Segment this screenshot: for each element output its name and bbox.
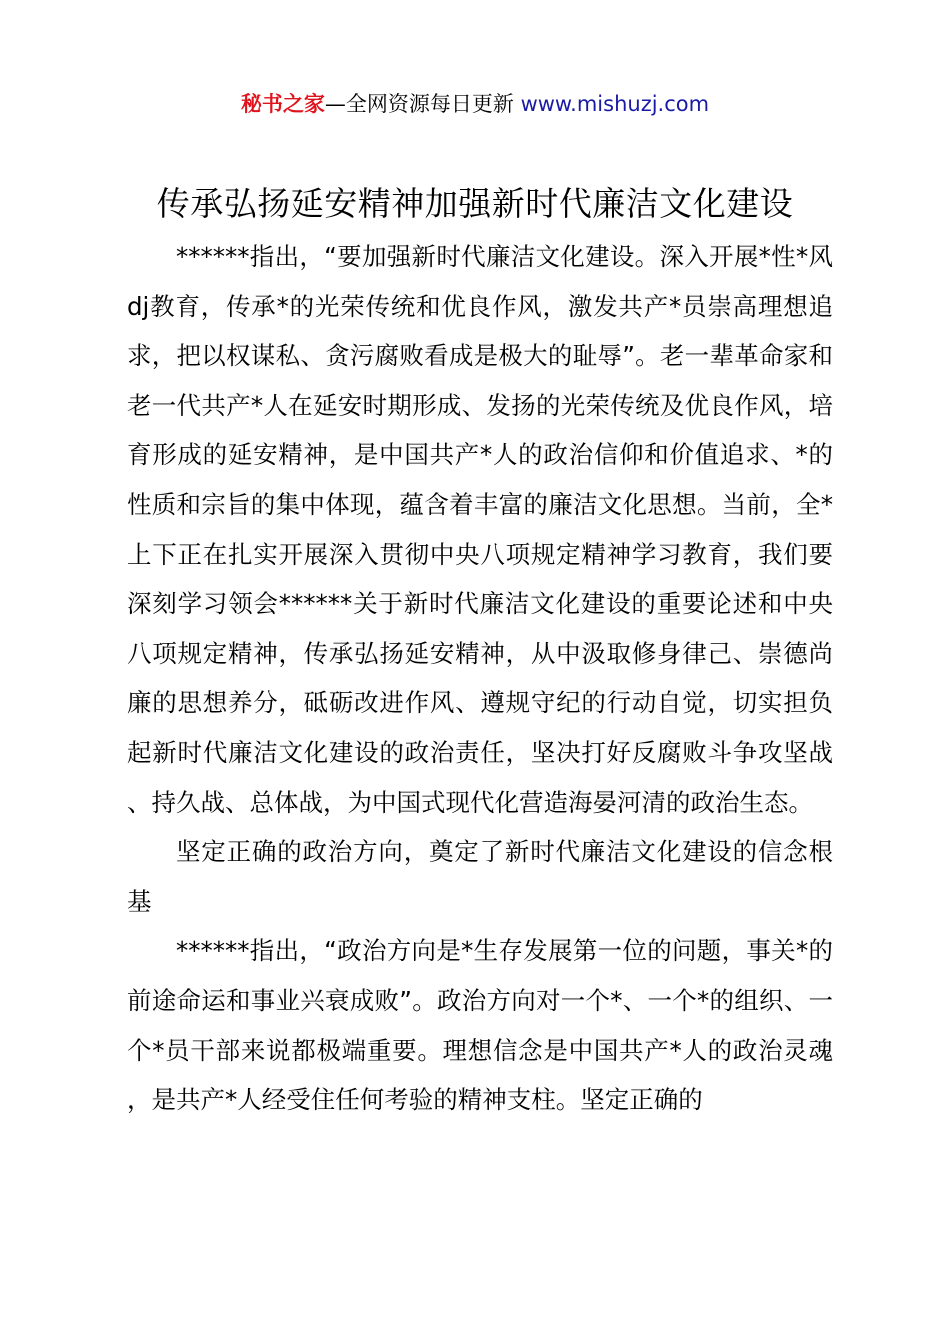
body-paragraph-2: ******指出，“政治方向是*生存发展第一位的问题，事关*的前途命运和事业兴衰成败”。政治方向对一个*、一个*的组织、一个*员干部来说都极端重要。理想信念是中国共产*人的政治灵魂，是共产*人经受住任何考验的精神支柱。坚定正确的: [127, 936, 833, 1115]
section-heading: 坚定正确的政治方向，奠定了新时代廉洁文化建设的信念根基: [127, 837, 833, 916]
page-header: [0, 88, 950, 120]
brand-name: 秘书之家: [240, 92, 325, 116]
document-title: 传承弘扬延安精神加强新时代廉洁文化建设: [156, 184, 794, 223]
document-body: [127, 232, 833, 1125]
header-tagline: —全网资源每日更新: [324, 92, 521, 116]
body-paragraph-1: ******指出，“要加强新时代廉洁文化建设。深入开展*性*风dj教育，传承*的光荣传统和优良作风，激发共产*员崇高理想追求，把以权谋私、贪污腐败看成是极大的耻辱”。老一辈革命家和老一代共产*人在延安时期形成、发扬的光荣传统及优良作风，培育形成的延安精神，是中国共产*人的政治信仰和价值追求、*的性质和宗旨的集中体现，蕴含着丰富的廉洁文化思想。当前，全*上下正在扎实开展深入贯彻中央八项规定精神学习教育，我们要深刻学习领会******关于新时代廉洁文化建设的重要论述和中央八项规定精神，传承弘扬延安精神，从中汲取修身律己、崇德尚廉的思想养分，砥砺改进作风、遵规守纪的行动自觉，切实担负起新时代廉洁文化建设的政治责任，坚决打好反腐败斗争攻坚战、持久战、总体战，为中国式现代化营造海晏河清的政治生态。: [127, 242, 833, 817]
site-url-link[interactable]: www.mishuzj.com: [520, 92, 710, 116]
